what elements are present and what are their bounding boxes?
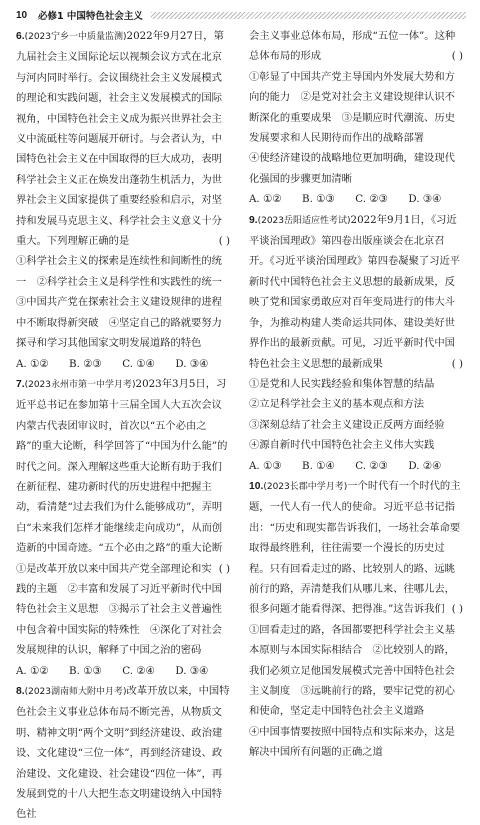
option: ④使经济建设的战略地位更加明确，建设现代化强国的步骤更加清晰 [249,152,455,185]
option: ①是党和人民实践经验和集体智慧的结晶 [249,377,435,390]
question-stem: 改革开放以来，中国特色社会主义事业总体布局不断完善，从物质文明、精神文明“两个文明”到经济建设、政治建设、文化建设“三位一体”，再到经济建设、政治建设、文化建设、社会建设“四位一体”，再发展到党的十八大把生态文明建设纳入中国特色社 [16,685,230,821]
answer-bracket: ( ) [451,50,463,63]
question-10 [249,476,463,620]
book-title: 必修1 中国特色社会主义 [38,11,143,22]
question-stem: 2022年9月1日，《习近平谈治国理政》第四卷出版座谈会在北京召开。《习近平谈治国理政》第四卷凝聚了习近平新时代中国特色社会主义思想的最新成果，反映了党和国家勇敢应对百年变局进行的伟大斗争，为推动构建人类命运共同体、建设美好世界作出的最新贡献。可见，习近平新时代中国特色社会主义思想的最新成果 [249,213,461,370]
question-stem: 2023年3月5日，习近平总书记在参加第十三届全国人大五次会议内蒙古代表团审议时，首次以“五个必由之路”的重大论断，科学回答了“中国为什么能”的时代之问。深入理解这些重大论断有助于我们在新征程、建功新时代的历史进程中把握主动，看清楚“过去我们为什么能够成功”，弄明白“未来我们怎样才能继续走向成功”，从而创造新的中国奇迹。“五个必由之路”的重大论断 [16,377,228,555]
question-stem: 一个时代有一个时代的主题，一代人有一代人的使命。习近平总书记指出：“历史和现实都告诉我们，一场社会革命要取得最终胜利，往往需要一个漫长的历史过程。只有回看走过的路、比较别人的路、远眺前行的路，弄清楚我们从哪儿来、往哪儿去，很多问题才能看得深、把得准。”这告诉我们 [249,479,461,616]
option: ①回看走过的路，各国都要把科学社会主义基本原则与本国实际相结合 ②比较别人的路，我们必须立足他国发展模式完善中国特色社会主义制度 ③远眺前行的路，要牢记党的初心和使命，坚定走中国特色社会主义道路 [249,623,455,718]
option: ③中国共产党在探索社会主义建设规律的进程中不断取得新突破 ④坚定自己的路就要努力探寻和学习其他国家文明发展道路的特色 [16,296,222,350]
option: ①科学社会主义的探索是连续性和间断性的统一 ②科学社会主义是科学性和实践性的统一 [16,255,222,288]
page-header [16,7,466,23]
question-7 [16,374,230,575]
question-source: (2023湖南师大附中月考) [24,687,127,697]
question-number: 9. [249,214,258,226]
option: ②立足科学社会主义的基本观点和方法 [249,398,425,411]
answer-choices: A. ①② B. ②③ C. ①④ D. ③④ [16,357,209,370]
question-8-continued [249,26,463,67]
option: ①是改革开放以来中国共产党全部理论和实践的主题 ②丰富和发展了习近平新时代中国特色社会主义思想 ③揭示了社会主义普遍性中包含着中国实际的特殊性 ④深化了对社会发展规律的认识，解释了中国之治的密码 [16,562,222,657]
option: ④源自新时代中国特色社会主义伟大实践 [249,439,435,452]
answer-choices: A. ①③ B. ①④ C. ②③ D. ②④ [249,459,442,472]
answer-bracket: ( ) [451,357,463,370]
option: ④中国事情要按照中国特点和实际来办，这是解决中国所有问题的正确之道 [249,725,455,759]
answer-choices: A. ①② B. ①③ C. ②④ D. ③④ [16,664,209,677]
answer-bracket: ( ) [218,235,230,248]
answer-bracket: ( ) [451,603,463,616]
question-number: 10. [249,480,264,492]
question-9 [249,210,463,374]
answer-bracket: ( ) [218,562,230,575]
left-column [16,26,230,825]
question-source: (2023长郡中学月考) [263,481,348,492]
question-number: 6. [16,31,25,42]
question-source: (2023永州市第一中学月考) [24,379,136,390]
answer-choices: A. ①② B. ①③ C. ②③ D. ③④ [249,193,442,206]
question-number: 7. [16,378,25,390]
question-6 [16,26,230,251]
question-stem: 会主义事业总体布局，形成“五位一体”。这种总体布局的形成 [249,30,456,63]
question-stem: 2022年9月27日，第九届社会主义国际论坛以视频会议方式在北京与河内同时举行。会议围绕社会主义发展模式的理论和实践问题，社会主义发展模式的国际视角，中国特色社会主义成为振兴世界社会主义中流砥柱等问题展开研讨。与会者认为，中国特色社会主义在中国取得的巨大成功，表明科学社会主义正在焕发出蓬勃生机活力，为世界社会主义国家提供了重要经验和启示，对坚持和发展马克思主义、科学社会主义意义十分重大。下列理解正确的是 [16,30,224,248]
page-number: 10 [16,9,28,21]
question-8 [16,681,230,825]
header-hatch-decoration [151,12,466,19]
question-source: (2023岳阳适应性考试) [257,215,351,226]
option: ③深刻总结了社会主义建设正反两方面经验 [249,418,445,431]
question-number: 8. [16,686,25,697]
option: ①彰显了中国共产党主导国内外发展大势和方向的能力 ②是党对社会主义建设规律认识不断深化的重要成果 ③是顺应时代潮流、历史发展要求和人民期待而作出的战略部署 [249,70,455,145]
right-column [249,26,463,763]
question-source: (2023宁乡一中质量监测) [24,32,127,42]
